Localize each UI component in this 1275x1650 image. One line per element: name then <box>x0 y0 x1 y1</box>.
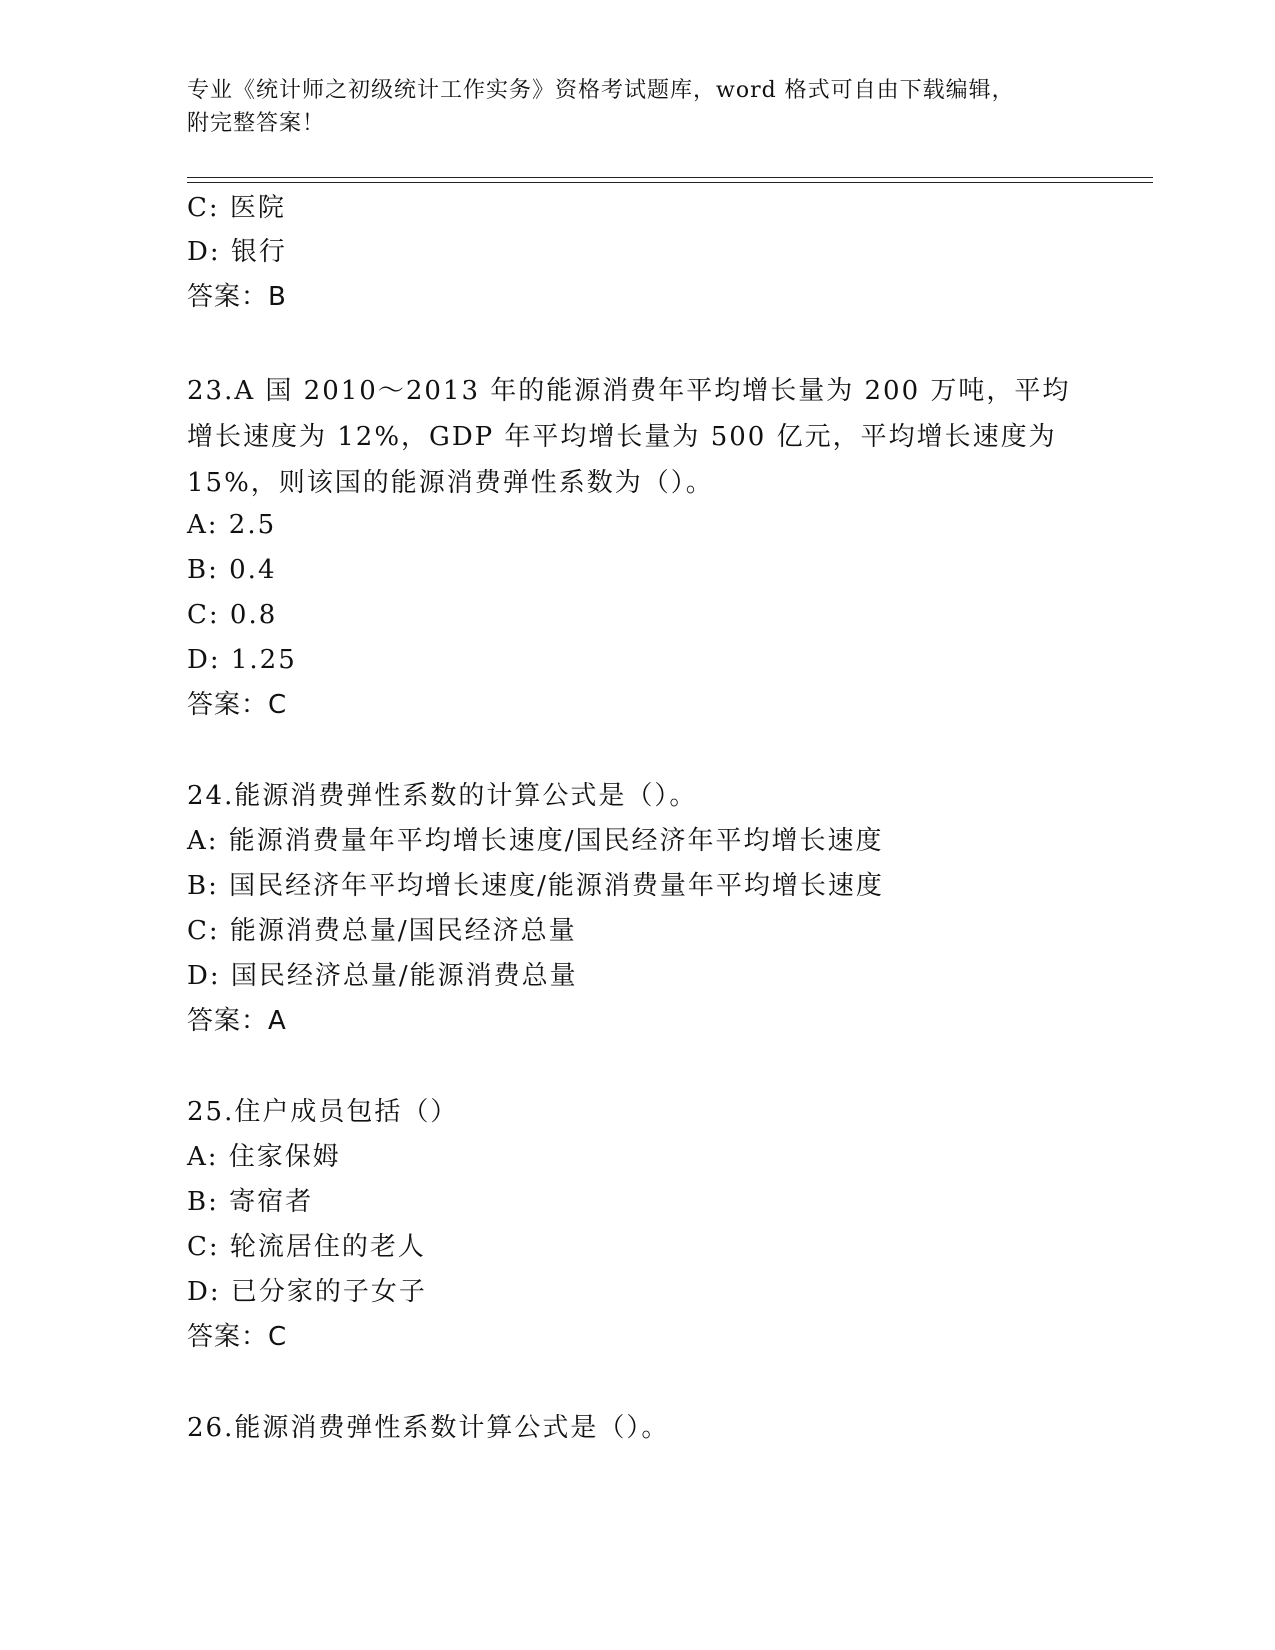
q24-answer: 答案：A <box>187 1006 287 1036</box>
q25-option-a: A: 住家保姆 <box>187 1142 341 1172</box>
q23-option-d: D: 1.25 <box>187 645 297 675</box>
header-divider-bottom <box>187 182 1153 183</box>
prev-answer: 答案：B <box>187 282 287 312</box>
q24-option-c: C: 能源消费总量/国民经济总量 <box>187 916 577 946</box>
header-divider-top <box>187 177 1153 178</box>
q25-answer: 答案：C <box>187 1322 288 1352</box>
q23-option-c: C: 0.8 <box>187 600 278 630</box>
header-line-2: 附完整答案！ <box>187 111 326 136</box>
q24-text: 24.能源消费弹性系数的计算公式是（）。 <box>187 781 698 811</box>
q23-text: 23.A 国 2010～2013 年的能源消费年平均增长量为 200 万吨，平均增长速度为 12%，GDP 年平均增长量为 500 亿元，平均增长速度为 15%，则该国的能源消费弹性系数为（）。 <box>187 376 1071 498</box>
header-line-1: 专业《统计师之初级统计工作实务》资格考试题库，word 格式可自由下载编辑， <box>187 78 1015 103</box>
q24-option-d: D: 国民经济总量/能源消费总量 <box>187 961 578 991</box>
q25-text: 25.住户成员包括（） <box>187 1097 459 1127</box>
q23-option-b: B: 0.4 <box>187 555 277 585</box>
q23-answer: 答案：C <box>187 690 288 720</box>
q23-option-a: A: 2.5 <box>187 510 277 540</box>
q25-option-b: B: 寄宿者 <box>187 1187 314 1217</box>
q25-option-d: D: 已分家的子女子 <box>187 1277 427 1307</box>
q26-text: 26.能源消费弹性系数计算公式是（）。 <box>187 1413 670 1443</box>
prev-option-d: D: 银行 <box>187 237 287 267</box>
prev-option-c: C: 医院 <box>187 193 286 223</box>
q24-option-b: B: 国民经济年平均增长速度/能源消费量年平均增长速度 <box>187 871 884 901</box>
q24-option-a: A: 能源消费量年平均增长速度/国民经济年平均增长速度 <box>187 826 884 856</box>
document-header <box>187 74 1087 140</box>
q25-option-c: C: 轮流居住的老人 <box>187 1232 426 1262</box>
